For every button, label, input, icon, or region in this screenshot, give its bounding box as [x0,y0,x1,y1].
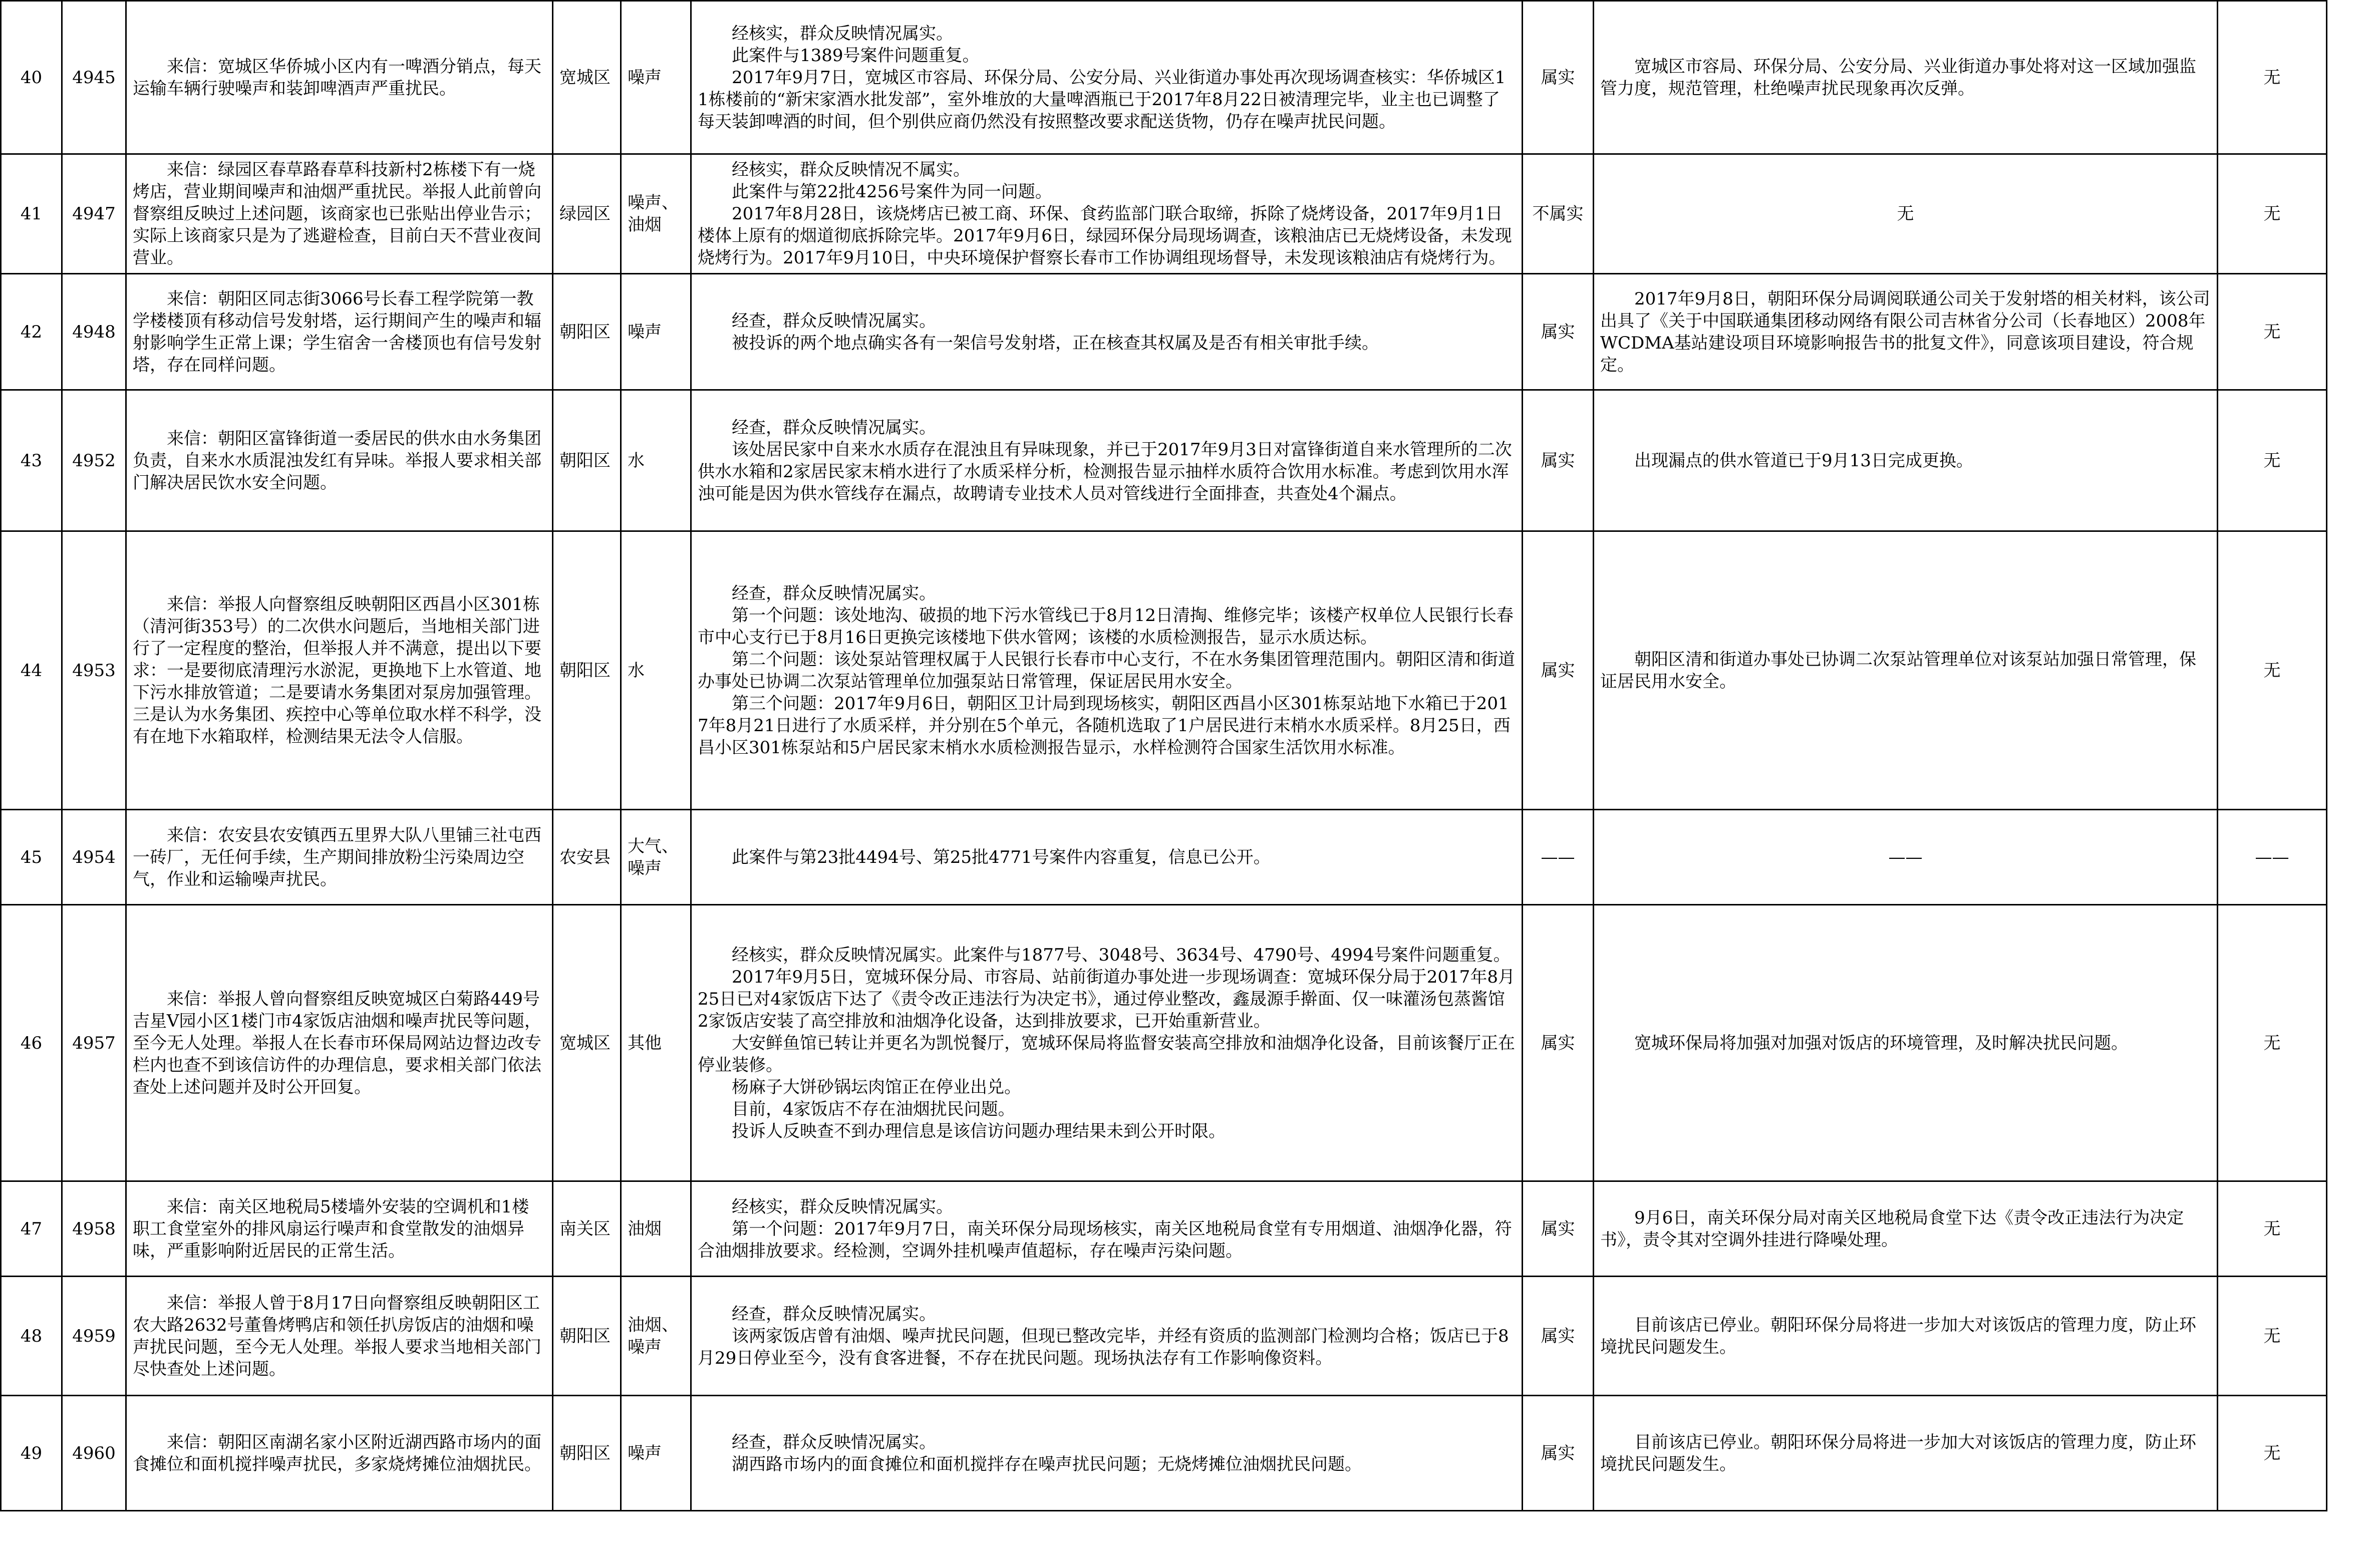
findings-cell [691,810,1523,905]
findings-cell [691,154,1523,274]
seq-cell: 43 [1,390,62,531]
verdict-cell: 属实 [1523,531,1594,810]
seq-cell: 48 [1,1277,62,1396]
handling-cell: 2017年9月8日，朝阳环保分局调阅联通公司关于发射塔的相关材料，该公司出具了《关于中国联通集团移动网络有限公司吉林省分公司（长春地区）2008年WCDMA基站建设项目环境影响报告书的批复文件》，同意该项目建设，符合规定。 [1594,274,2218,390]
district-cell: 农安县 [553,810,621,905]
finding-paragraph: 该处居民家中自来水水质存在混浊且有异味现象，并已于2017年9月3日对富锋街道自来水管理所的二次供水水箱和2家居民家末梢水进行了水质采样分析，检测报告显示抽样水质符合饮用水标准。考虑到饮用水浑浊可能是因为供水管线存在漏点，故聘请专业技术人员对管线进行全面排查，共查处4个漏点。 [698,439,1512,504]
complaint-cell: 来信：宽城区华侨城小区内有一啤酒分销点，每天运输车辆行驶噪声和装卸啤酒声严重扰民。 [126,1,553,154]
verdict-cell: 属实 [1523,1181,1594,1277]
finding-paragraph: 此案件与第23批4494号、第25批4771号案件内容重复，信息已公开。 [732,847,1271,867]
district-cell: 朝阳区 [553,390,621,531]
pollution-type-cell: 油烟 [621,1181,691,1277]
finding-paragraph: 经核实，群众反映情况不属实。 [732,160,970,180]
pollution-type-cell: 噪声 [621,1396,691,1511]
table-row [1,1,2327,154]
finding-paragraph: 经核实，群众反映情况属实。 [732,23,953,44]
district-cell: 朝阳区 [553,274,621,390]
district-cell: 朝阳区 [553,1277,621,1396]
case-id-cell: 4957 [62,905,126,1181]
finding-paragraph: 第三个问题：2017年9月6日，朝阳区卫计局到现场核实，朝阳区西昌小区301栋泵站地下水箱已于2017年8月21日进行了水质采样，并分别在5个单元，各随机选取了1户居民进行末梢水水质采样。8月25日，西昌小区301栋泵站和5户居民家末梢水水质检测报告显示，水样检测符合国家生活饮用水标准。 [698,693,1511,758]
accountability-cell: 无 [2218,1277,2327,1396]
complaint-cell: 来信：绿园区春草路春草科技新村2栋楼下有一烧烤店，营业期间噪声和油烟严重扰民。举报人此前曾向督察组反映过上述问题，该商家也已张贴出停业告示；实际上该商家只是为了逃避检查，目前白天不营业夜间营业。 [126,154,553,274]
case-id-cell: 4953 [62,531,126,810]
accountability-cell: 无 [2218,905,2327,1181]
findings-cell [691,905,1523,1181]
table-row [1,154,2327,274]
table-row [1,1396,2327,1511]
accountability-cell: 无 [2218,154,2327,274]
findings-cell [691,274,1523,390]
case-id-cell: 4948 [62,274,126,390]
verdict-cell: 不属实 [1523,154,1594,274]
accountability-cell: 无 [2218,390,2327,531]
complaint-cell: 来信：举报人曾向督察组反映宽城区白菊路449号吉星V园小区1楼门市4家饭店油烟和噪声扰民等问题，至今无人处理。举报人在长春市环保局网站边督边改专栏内也查不到该信访件的办理信息，要求相关部门依法查处上述问题并及时公开回复。 [126,905,553,1181]
table-row [1,390,2327,531]
handling-cell: 无 [1594,154,2218,274]
case-id-cell: 4945 [62,1,126,154]
district-cell: 宽城区 [553,1,621,154]
seq-cell: 41 [1,154,62,274]
finding-paragraph: 杨麻子大饼砂锅坛肉馆正在停业出兑。 [732,1077,1021,1097]
finding-paragraph: 大安鲜鱼馆已转让并更名为凯悦餐厅，宽城环保局将监督安装高空排放和油烟净化设备，目前该餐厅正在停业装修。 [698,1033,1515,1075]
table-row [1,274,2327,390]
case-id-cell: 4947 [62,154,126,274]
pollution-type-cell: 噪声、油烟 [621,154,691,274]
finding-paragraph: 第一个问题：该处地沟、破损的地下污水管线已于8月12日清掏、维修完毕；该楼产权单位人民银行长春市中心支行已于8月16日更换完该楼地下供水管网；该楼的水质检测报告，显示水质达标。 [698,605,1514,648]
finding-paragraph: 此案件与第22批4256号案件为同一问题。 [732,182,1052,202]
pollution-type-cell: 噪声 [621,274,691,390]
accountability-cell: 无 [2218,274,2327,390]
case-id-cell: 4959 [62,1277,126,1396]
handling-cell: 目前该店已停业。朝阳环保分局将进一步加大对该饭店的管理力度，防止环境扰民问题发生。 [1594,1396,2218,1511]
complaint-cell: 来信：举报人向督察组反映朝阳区西昌小区301栋（清河街353号）的二次供水问题后，当地相关部门进行了一定程度的整治，但举报人并不满意，提出以下要求：一是要彻底清理污水淤泥，更换地下上水管道、地下污水排放管道；二是要请水务集团对泵房加强管理。三是认为水务集团、疾控中心等单位取水样不科学，没有在地下水箱取样，检测结果无法令人信服。 [126,531,553,810]
complaint-cell: 来信：朝阳区富锋街道一委居民的供水由水务集团负责，自来水水质混浊发红有异味。举报人要求相关部门解决居民饮水安全问题。 [126,390,553,531]
table-row [1,810,2327,905]
complaint-cell: 来信：南关区地税局5楼墙外安装的空调机和1楼职工食堂室外的排风扇运行噪声和食堂散发的油烟异味，严重影响附近居民的正常生活。 [126,1181,553,1277]
finding-paragraph: 经查，群众反映情况属实。 [732,417,936,438]
seq-cell: 45 [1,810,62,905]
pollution-type-cell: 大气、噪声 [621,810,691,905]
seq-cell: 49 [1,1396,62,1511]
finding-paragraph: 被投诉的两个地点确实各有一架信号发射塔，正在核查其权属及是否有相关审批手续。 [732,333,1379,353]
accountability-cell: 无 [2218,1181,2327,1277]
finding-paragraph: 此案件与1389号案件问题重复。 [732,45,980,66]
handling-cell: 出现漏点的供水管道已于9月13日完成更换。 [1594,390,2218,531]
handling-cell: —— [1594,810,2218,905]
district-cell: 朝阳区 [553,531,621,810]
accountability-cell: —— [2218,810,2327,905]
table-row [1,905,2327,1181]
pollution-type-cell: 其他 [621,905,691,1181]
finding-paragraph: 2017年9月7日，宽城区市容局、环保分局、公安分局、兴业街道办事处再次现场调查核实：华侨城区11栋楼前的“新宋家酒水批发部”，室外堆放的大量啤酒瓶已于2017年8月22日被清理完毕，业主也已调整了每天装卸啤酒的时间，但个别供应商仍然没有按照整改要求配送货物，仍存在噪声扰民问题。 [698,67,1506,132]
seq-cell: 47 [1,1181,62,1277]
verdict-cell: 属实 [1523,390,1594,531]
case-id-cell: 4954 [62,810,126,905]
findings-cell [691,390,1523,531]
finding-paragraph: 经查，群众反映情况属实。 [732,311,936,331]
verdict-cell: 属实 [1523,1396,1594,1511]
verdict-cell: 属实 [1523,1277,1594,1396]
finding-paragraph: 2017年9月5日，宽城环保分局、市容局、站前街道办事处进一步现场调查：宽城环保分局于2017年8月25日已对4家饭店下达了《责令改正违法行为决定书》，通过停业整改，鑫晟源手擀面、仅一味灌汤包蒸酱馆2家饭店安装了高空排放和油烟净化设备，达到排放要求，已开始重新营业。 [698,967,1515,1031]
district-cell: 宽城区 [553,905,621,1181]
table-row [1,1181,2327,1277]
case-table-body [1,1,2327,1511]
pollution-type-cell: 水 [621,390,691,531]
finding-paragraph: 湖西路市场内的面食摊位和面机搅拌存在噪声扰民问题；无烧烤摊位油烟扰民问题。 [732,1454,1362,1474]
case-id-cell: 4960 [62,1396,126,1511]
case-id-cell: 4952 [62,390,126,531]
findings-cell [691,1277,1523,1396]
handling-cell: 宽城环保局将加强对加强对饭店的环境管理，及时解决扰民问题。 [1594,905,2218,1181]
verdict-cell: 属实 [1523,1,1594,154]
district-cell: 南关区 [553,1181,621,1277]
finding-paragraph: 经查，群众反映情况属实。 [732,1304,936,1324]
finding-paragraph: 2017年8月28日，该烧烤店已被工商、环保、食药监部门联合取缔，拆除了烧烤设备，2017年9月1日楼体上原有的烟道彻底拆除完毕。2017年9月6日，绿园环保分局现场调查，该粮油店已无烧烤设备，未发现烧烤行为。2017年9月10日，中央环境保护督察长春市工作协调组现场督导，未发现该粮油店有烧烤行为。 [698,204,1512,268]
finding-paragraph: 经查，群众反映情况属实。 [732,1432,936,1452]
handling-cell: 9月6日，南关环保分局对南关区地税局食堂下达《责令改正违法行为决定书》，责令其对空调外挂进行降噪处理。 [1594,1181,2218,1277]
table-row [1,531,2327,810]
findings-cell [691,1181,1523,1277]
finding-paragraph: 投诉人反映查不到办理信息是该信访问题办理结果未到公开时限。 [732,1121,1226,1141]
finding-paragraph: 第一个问题：2017年9月7日，南关环保分局现场核实，南关区地税局食堂有专用烟道、油烟净化器，符合油烟排放要求。经检测，空调外挂机噪声值超标，存在噪声污染问题。 [698,1218,1512,1261]
complaint-cell: 来信：朝阳区同志街3066号长春工程学院第一教学楼楼顶有移动信号发射塔，运行期间产生的噪声和辐射影响学生正常上课；学生宿舍一舍楼顶也有信号发射塔，存在同样问题。 [126,274,553,390]
finding-paragraph: 该两家饭店曾有油烟、噪声扰民问题，但现已整改完毕，并经有资质的监测部门检测均合格；饭店已于8月29日停业至今，没有食客进餐，不存在扰民问题。现场执法存有工作影响像资料。 [698,1326,1509,1368]
seq-cell: 42 [1,274,62,390]
seq-cell: 40 [1,1,62,154]
accountability-cell: 无 [2218,1,2327,154]
handling-cell: 朝阳区清和街道办事处已协调二次泵站管理单位对该泵站加强日常管理，保证居民用水安全。 [1594,531,2218,810]
pollution-type-cell: 噪声 [621,1,691,154]
seq-cell: 46 [1,905,62,1181]
seq-cell: 44 [1,531,62,810]
findings-cell [691,531,1523,810]
complaint-cell: 来信：朝阳区南湖名家小区附近湖西路市场内的面食摊位和面机搅拌噪声扰民，多家烧烤摊位油烟扰民。 [126,1396,553,1511]
case-id-cell: 4958 [62,1181,126,1277]
pollution-type-cell: 水 [621,531,691,810]
complaint-cell: 来信：举报人曾于8月17日向督察组反映朝阳区工农大路2632号董鲁烤鸭店和领任扒房饭店的油烟和噪声扰民问题，至今无人处理。举报人要求当地相关部门尽快查处上述问题。 [126,1277,553,1396]
complaint-cell: 来信：农安县农安镇西五里界大队八里铺三社屯西一砖厂，无任何手续，生产期间排放粉尘污染周边空气，作业和运输噪声扰民。 [126,810,553,905]
verdict-cell: 属实 [1523,274,1594,390]
accountability-cell: 无 [2218,531,2327,810]
finding-paragraph: 经核实，群众反映情况属实。 [732,1196,953,1217]
pollution-type-cell: 油烟、噪声 [621,1277,691,1396]
handling-cell: 目前该店已停业。朝阳环保分局将进一步加大对该饭店的管理力度，防止环境扰民问题发生。 [1594,1277,2218,1396]
table-row [1,1277,2327,1396]
verdict-cell: —— [1523,810,1594,905]
finding-paragraph: 第二个问题：该处泵站管理权属于人民银行长春市中心支行，不在水务集团管理范围内。朝阳区清和街道办事处已协调二次泵站管理单位加强泵站日常管理，保证居民用水安全。 [698,649,1515,692]
findings-cell [691,1396,1523,1511]
finding-paragraph: 经查，群众反映情况属实。 [732,583,936,603]
accountability-cell: 无 [2218,1396,2327,1511]
verdict-cell: 属实 [1523,905,1594,1181]
finding-paragraph: 目前，4家饭店不存在油烟扰民问题。 [732,1099,1015,1119]
district-cell: 朝阳区 [553,1396,621,1511]
district-cell: 绿园区 [553,154,621,274]
findings-cell [691,1,1523,154]
handling-cell: 宽城区市容局、环保分局、公安分局、兴业街道办事处将对这一区域加强监管力度，规范管理，杜绝噪声扰民现象再次反弹。 [1594,1,2218,154]
finding-paragraph: 经核实，群众反映情况属实。此案件与1877号、3048号、3634号、4790号、4994号案件问题重复。 [732,945,1511,965]
